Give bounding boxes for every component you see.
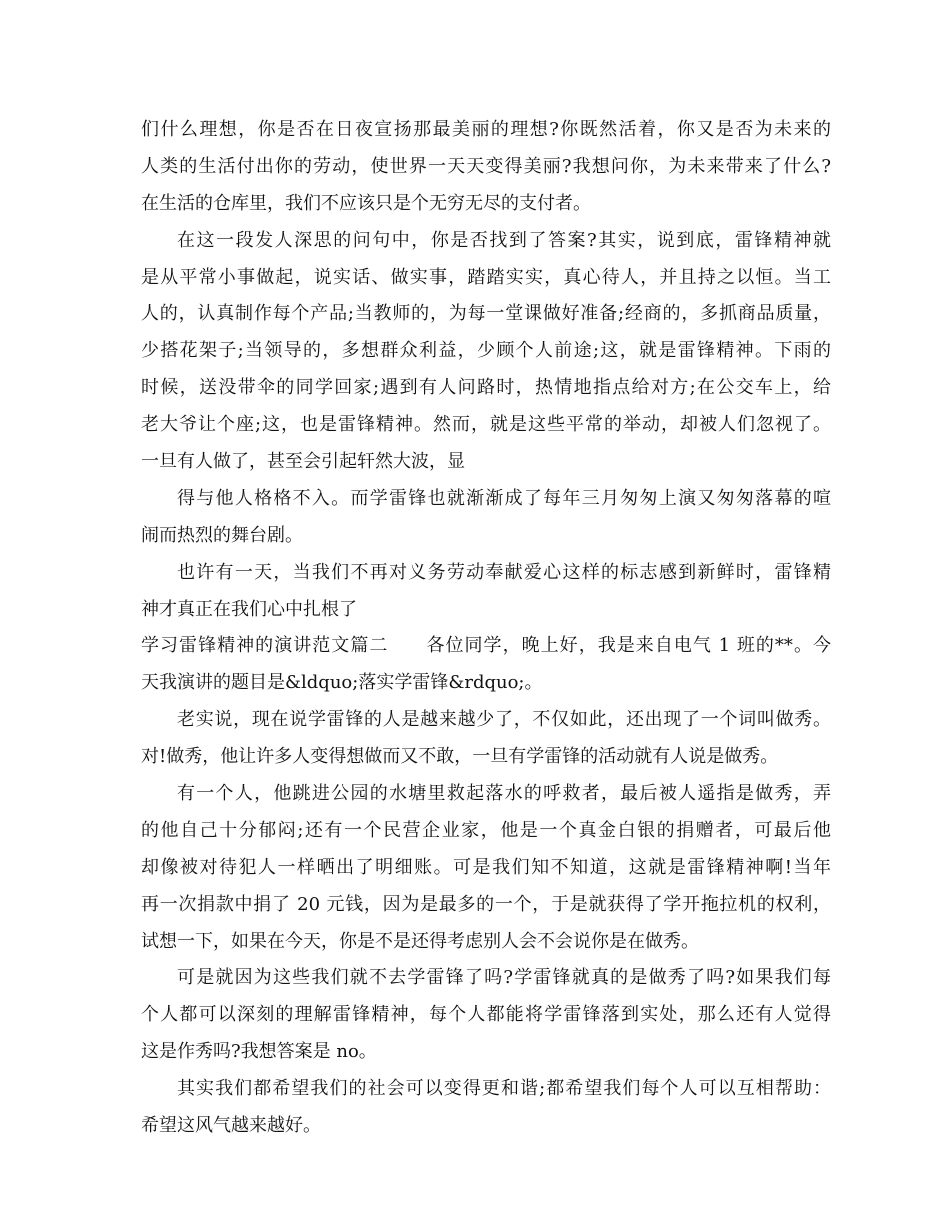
text-line: 再一次捐款中捐了 20 元钱，因为是最多的一个，于是就获得了学开拖拉机的权利， xyxy=(141,893,831,915)
text-line: 有一个人，他跳进公园的水塘里救起落水的呼救者，最后被人遥指是做秀，弄 xyxy=(177,783,831,805)
text-line: 人的，认真制作每个产品;当教师的，为每一堂课做好准备;经商的，多抓商品质量， xyxy=(141,303,831,325)
text-line: 对!做秀，他让许多人变得想做而又不敢，一旦有学雷锋的活动就有人说是做秀。 xyxy=(141,746,779,768)
text-line: 时候，送没带伞的同学回家;遇到有人问路时，热情地指点给对方;在公交车上，给 xyxy=(141,377,831,399)
text-line: 人类的生活付出你的劳动，使世界一天天变得美丽?我想问你，为未来带来了什么? xyxy=(141,155,831,177)
text-line: 少搭花架子;当领导的，多想群众利益，少顾个人前途;这，就是雷锋精神。下雨的 xyxy=(141,340,831,362)
text-line: 也许有一天，当我们不再对义务劳动奉献爱心这样的标志感到新鲜时，雷锋精 xyxy=(177,561,831,583)
text-line: 的他自己十分郁闷;还有一个民营企业家，他是一个真金白银的捐赠者，可最后他 xyxy=(141,819,831,841)
text-line: 闹而热烈的舞台剧。 xyxy=(141,524,303,546)
text-line: 神才真正在我们心中扎根了 xyxy=(141,598,357,620)
text-line: 是从平常小事做起，说实话、做实事，踏踏实实，真心待人，并且持之以恒。当工 xyxy=(141,266,831,288)
body-text xyxy=(141,112,831,1145)
text-line: 老大爷让个座;这，也是雷锋精神。然而，就是这些平常的举动，却被人们忽视了。 xyxy=(141,414,831,436)
text-line: 却像被对待犯人一样晒出了明细账。可是我们知不知道，这就是雷锋精神啊!当年 xyxy=(141,856,831,878)
text-line: 天我演讲的题目是&ldquo;落实学雷锋&rdquo;。 xyxy=(141,672,543,694)
text-line: 个人都可以深刻的理解雷锋精神，每个人都能将学雷锋落到实处，那么还有人觉得 xyxy=(141,1004,831,1026)
text-line: 得与他人格格不入。而学雷锋也就渐渐成了每年三月匆匆上演又匆匆落幕的喧 xyxy=(177,487,831,509)
text-line: 试想一下，如果在今天，你是不是还得考虑别人会不会说你是在做秀。 xyxy=(141,930,699,952)
text-line: 老实说，现在说学雷锋的人是越来越少了，不仅如此，还出现了一个词叫做秀。 xyxy=(177,709,831,731)
text-line: 可是就因为这些我们就不去学雷锋了吗?学雷锋就真的是做秀了吗?如果我们每 xyxy=(177,967,831,989)
text-line: 一旦有人做了，甚至会引起轩然大波，显 xyxy=(141,451,465,473)
text-line: 希望这风气越来越好。 xyxy=(141,1115,321,1137)
text-line: 其实我们都希望我们的社会可以变得更和谐;都希望我们每个人可以互相帮助： xyxy=(177,1078,831,1100)
text-line: 在生活的仓库里，我们不应该只是个无穷无尽的支付者。 xyxy=(141,192,591,214)
text-line: 在这一段发人深思的问句中，你是否找到了答案?其实，说到底，雷锋精神就 xyxy=(177,229,831,251)
text-line: 这是作秀吗?我想答案是 no。 xyxy=(141,1041,377,1063)
text-line: 学习雷锋精神的演讲范文篇二 各位同学，晚上好，我是来自电气 1 班的**。今 xyxy=(141,635,831,657)
text-line: 们什么理想，你是否在日夜宣扬那最美丽的理想?你既然活着，你又是否为未来的 xyxy=(141,119,831,140)
